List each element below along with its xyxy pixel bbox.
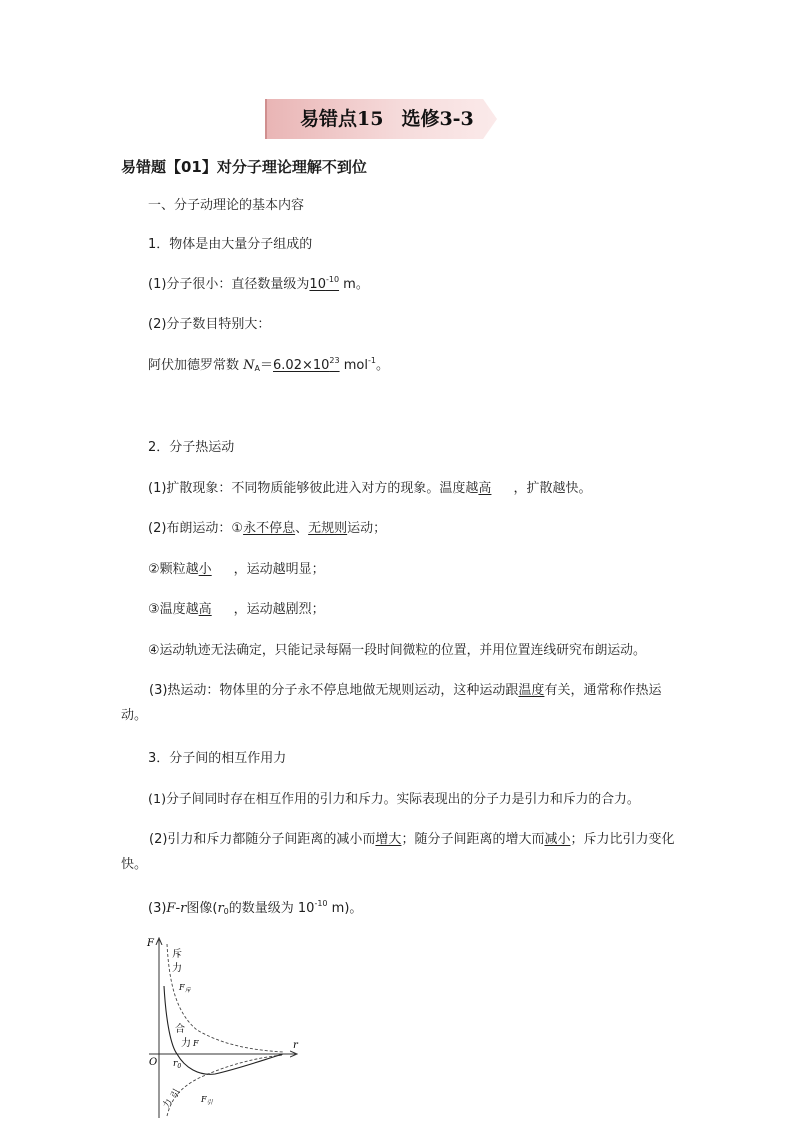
net-label-2: 力 — [181, 1038, 191, 1049]
item2-2: (2)布朗运动：①永不停息、无规则运动； — [148, 521, 387, 536]
item3-title: 3．分子间的相互作用力 — [148, 751, 287, 766]
item2-2d: ④运动轨迹无法确定，只能记录每隔一段时间微粒的位置，并用位置连线研究布朗运动。 — [148, 643, 646, 658]
net-f-label: F — [193, 1039, 199, 1048]
item2-2c: ③温度越高 ，运动越剧烈； — [148, 602, 325, 617]
heading-basic-content: 一、分子动理论的基本内容 — [148, 198, 305, 213]
item1-2: (2)分子数目特别大： — [148, 317, 271, 332]
axis-f-label: F — [147, 938, 154, 949]
page-title — [300, 104, 474, 134]
item3-2: (2)引力和斥力都随分子间距离的减小而增大；随分子间距离的增大而减小；斥力比引力变化快。 — [121, 832, 675, 872]
avogadro-value: $6.02\times 10^{23}$ — [273, 356, 340, 373]
item1-1: (1)分子很小：直径数量级为$10^{-10}$ m。 — [148, 275, 369, 292]
net-label-1: 合 — [175, 1024, 185, 1035]
f-rep-label: $F_斥$ — [179, 983, 191, 994]
item2-2b: ②颗粒越小 ，运动越明显； — [148, 562, 325, 577]
r0-label: $r_0$ — [173, 1059, 182, 1070]
title-main: 易错点15 — [300, 108, 384, 130]
item2-title: 2．分子热运动 — [148, 440, 235, 455]
f-att-label: $F_引$ — [201, 1095, 213, 1106]
attraction-label-1: 引 — [169, 1087, 183, 1101]
section-title: 易错题【01】对分子理论理解不到位 — [121, 158, 367, 176]
repulsion-label-1: 斥 — [172, 949, 182, 960]
item3-3: (3)F-r图像($r_0$的数量级为 $10^{-10}$ m)。 — [148, 899, 363, 916]
item1-1-value: $10^{-10}$ — [309, 275, 340, 292]
item1-title: 1．物体是由大量分子组成的 — [148, 237, 313, 252]
item2-1: (1)扩散现象：不同物质能够彼此进入对方的现象。温度越高 ，扩散越快。 — [148, 481, 592, 496]
origin-label: O — [149, 1057, 158, 1068]
repulsion-curve — [167, 944, 283, 1052]
item2-3: (3)热运动：物体里的分子永不停息地做无规则运动，这种运动跟温度有关，通常称作热运动。 — [121, 683, 662, 723]
axis-r-label: r — [293, 1040, 298, 1051]
force-distance-diagram — [145, 930, 305, 1120]
attraction-label-2: 力 — [161, 1097, 175, 1111]
repulsion-label-2: 力 — [172, 963, 182, 974]
avogadro-line: 阿伏加德罗常数 $N_A=6.02\times 10^{23}$ mol$^{-1}$。 — [148, 356, 389, 373]
item3-1: (1)分子间同时存在相互作用的引力和斥力。实际表现出的分子力是引力和斥力的合力。 — [148, 792, 640, 807]
title-sub: 选修3-3 — [401, 108, 474, 130]
